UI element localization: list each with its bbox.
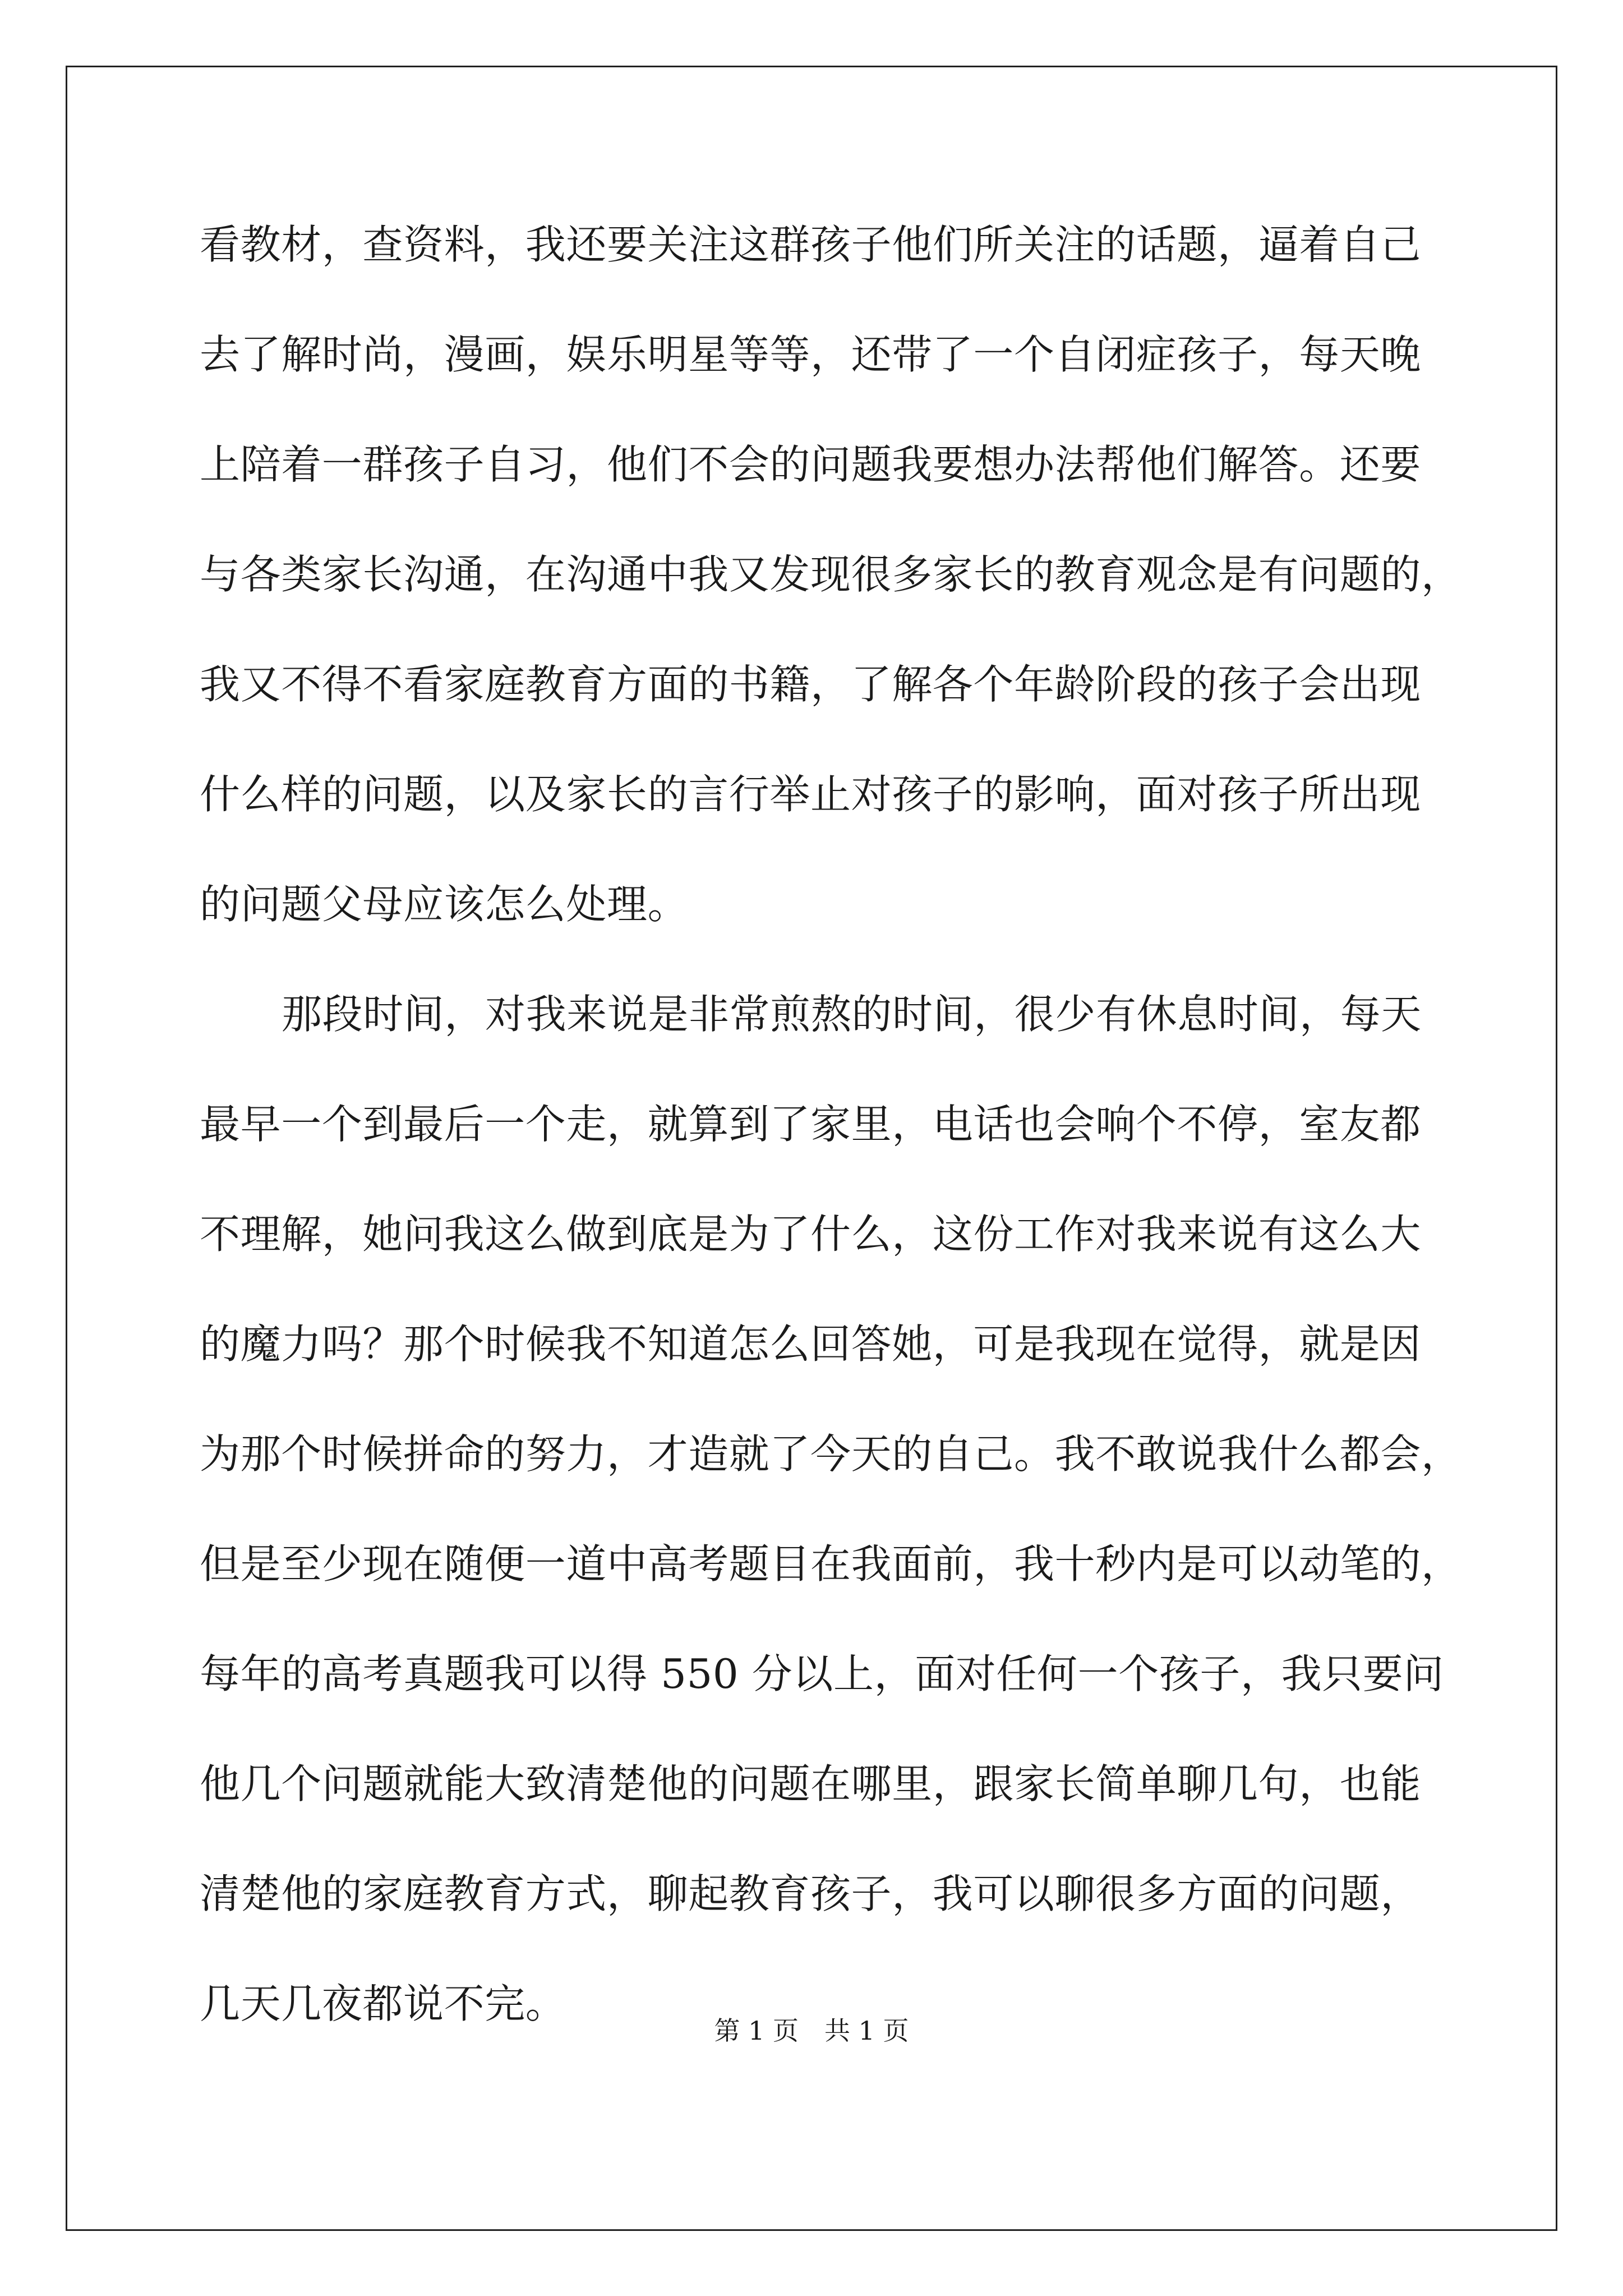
- text-line: 清楚他的家庭教育方式，聊起教育孩子，我可以聊很多方面的问题，: [200, 1870, 1422, 1917]
- text-line: 与各类家长沟通，在沟通中我又发现很多家长的教育观念是有问题的，: [200, 551, 1462, 598]
- text-line: 去了解时尚，漫画，娱乐明星等等，还带了一个自闭症孩子，每天晚: [200, 331, 1422, 378]
- document-body: [200, 214, 1462, 2083]
- text-line: 的问题父母应该怎么处理。: [200, 881, 689, 928]
- text-line: 最早一个到最后一个走，就算到了家里，电话也会响个不停，室友都: [200, 1101, 1422, 1148]
- text-line: 几天几夜都说不完。: [200, 1980, 566, 2027]
- text-line: 为那个时候拼命的努力，才造就了今天的自己。我不敢说我什么都会，: [200, 1430, 1462, 1478]
- page-total: 共 1 页: [824, 2016, 909, 2046]
- page-number: 第 1 页: [714, 2016, 799, 2046]
- text-line: 每年的高考真题我可以得 550 分以上，面对任何一个孩子，我只要问: [200, 1650, 1444, 1697]
- text-line: 什么样的问题，以及家长的言行举止对孩子的影响，面对孩子所出现: [200, 771, 1422, 818]
- text-line: 看教材，查资料，我还要关注这群孩子他们所关注的话题，逼着自己: [200, 221, 1422, 268]
- text-line: 我又不得不看家庭教育方面的书籍，了解各个年龄阶段的孩子会出现: [200, 661, 1422, 708]
- paragraph-first-line: 那段时间，对我来说是非常煎熬的时间，很少有休息时间，每天: [282, 991, 1422, 1038]
- page-footer: [0, 2014, 1623, 2047]
- text-line: 的魔力吗？那个时候我不知道怎么回答她，可是我现在觉得，就是因: [200, 1320, 1422, 1368]
- text-line: 上陪着一群孩子自习，他们不会的问题我要想办法帮他们解答。还要: [200, 441, 1422, 488]
- text-line: 不理解，她问我这么做到底是为了什么，这份工作对我来说有这么大: [200, 1211, 1422, 1258]
- text-line: 但是至少现在随便一道中高考题目在我面前，我十秒内是可以动笔的，: [200, 1540, 1462, 1588]
- text-line: 他几个问题就能大致清楚他的问题在哪里，跟家长简单聊几句，也能: [200, 1760, 1422, 1807]
